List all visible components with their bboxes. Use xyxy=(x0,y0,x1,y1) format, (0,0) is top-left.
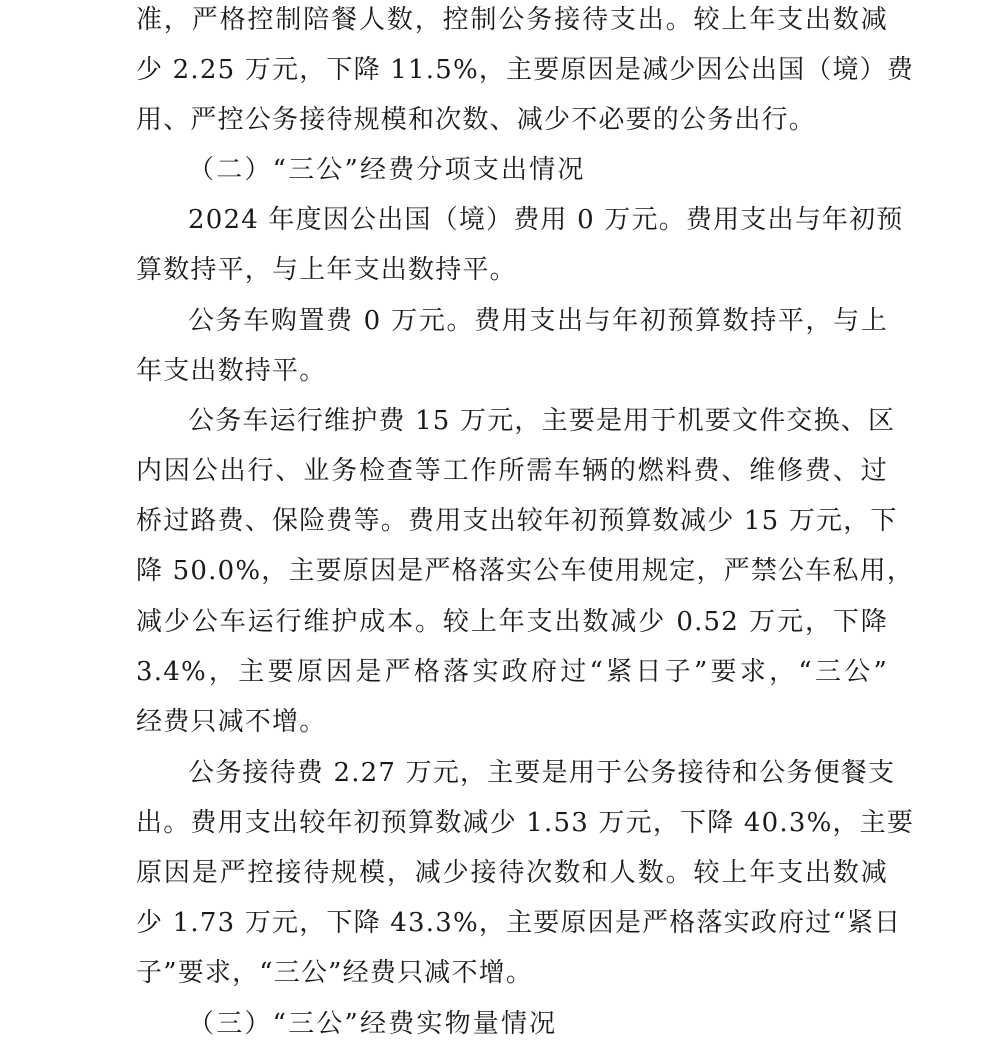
para-line: 准，严格控制陪餐人数，控制公务接待支出。较上年支出数减 xyxy=(136,5,888,35)
para-line: 子”要求，“三公”经费只减不增。 xyxy=(136,958,534,988)
para-line: 桥过路费、保险费等。费用支出较年初预算数减少 15 万元，下 xyxy=(136,506,898,536)
para-line: 少 1.73 万元，下降 43.3%，主要原因是严格落实政府过“紧日 xyxy=(136,908,902,938)
para-line: 少 2.25 万元，下降 11.5%，主要原因是减少因公出国（境）费 xyxy=(136,55,915,85)
para-line: 内因公出行、业务检查等工作所需车辆的燃料费、维修费、过 xyxy=(136,456,888,486)
para-line: 年支出数持平。 xyxy=(136,356,327,386)
para-line: 公务车购置费 0 万元。费用支出与年初预算数持平，与上 xyxy=(188,306,888,336)
para-line: 原因是严控接待规模，减少接待次数和人数。较上年支出数减 xyxy=(136,858,888,888)
para-line: 2024 年度因公出国（境）费用 0 万元。费用支出与年初预 xyxy=(188,205,904,235)
para-line: 经费只减不增。 xyxy=(136,707,327,737)
para-line: 公务接待费 2.27 万元，主要是用于公务接待和公务便餐支 xyxy=(188,758,896,788)
para-line: 减少公车运行维护成本。较上年支出数减少 0.52 万元，下降 xyxy=(136,607,888,637)
section-heading: （二）“三公”经费分项支出情况 xyxy=(188,155,586,185)
para-line: 出。费用支出较年初预算数减少 1.53 万元，下降 40.3%，主要 xyxy=(136,808,915,838)
para-line: 用、严控公务接待规模和次数、减少不必要的公务出行。 xyxy=(136,105,817,135)
para-line: 公务车运行维护费 15 万元，主要是用于机要文件交换、区 xyxy=(188,406,896,436)
section-heading: （三）“三公”经费实物量情况 xyxy=(188,1009,558,1039)
para-line: 降 50.0%，主要原因是严格落实公车使用规定，严禁公车私用， xyxy=(136,556,915,586)
para-line: 算数持平，与上年支出数持平。 xyxy=(136,255,517,285)
para-line: 3.4%，主要原因是严格落实政府过“紧日子”要求，“三公” xyxy=(136,657,888,687)
